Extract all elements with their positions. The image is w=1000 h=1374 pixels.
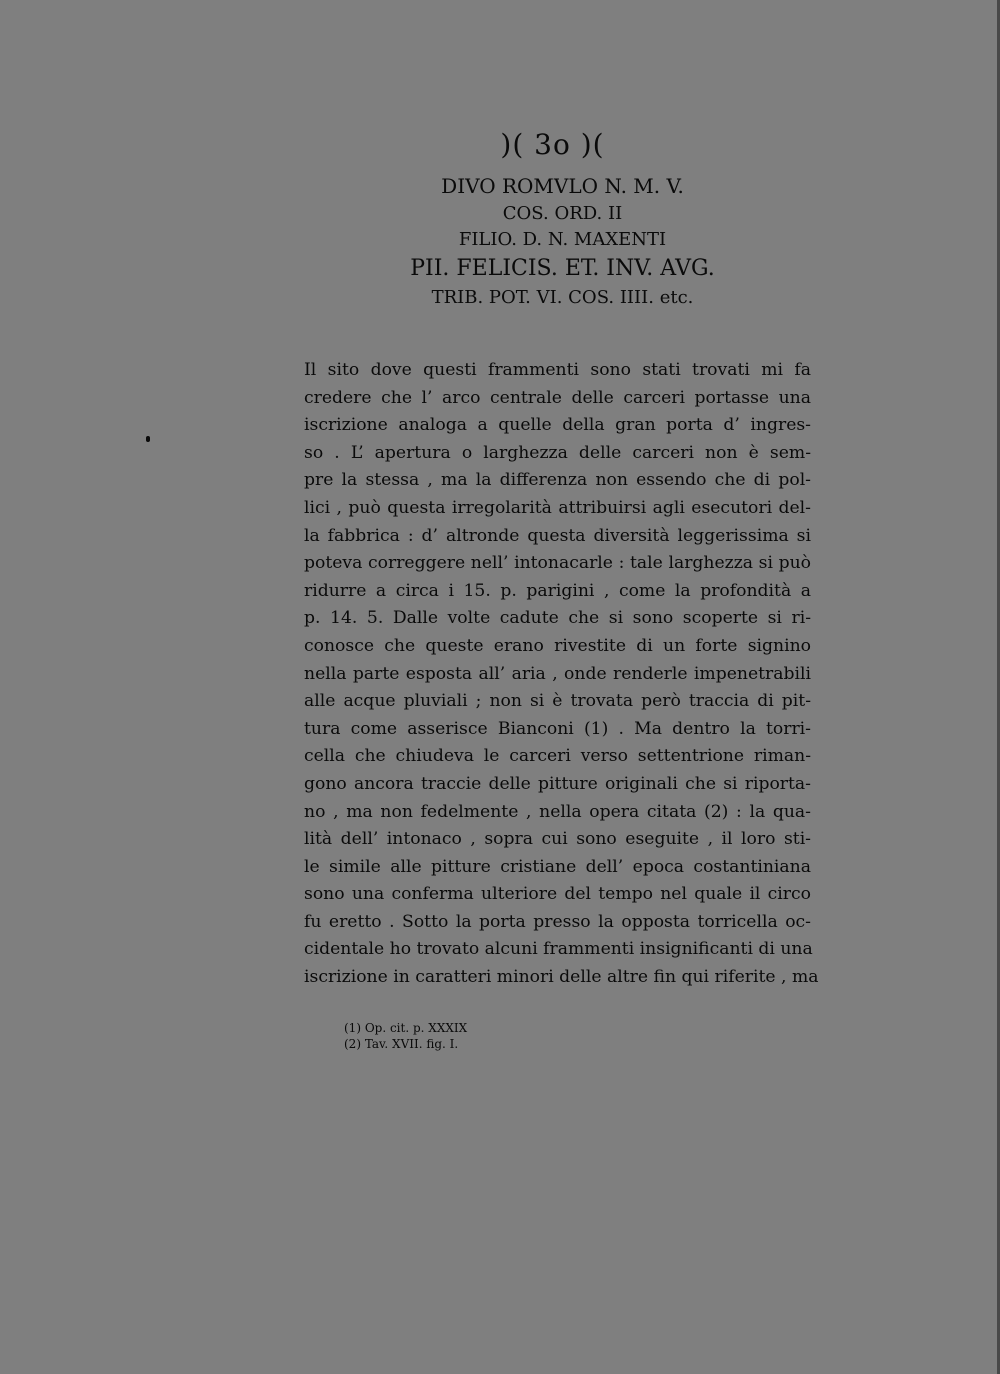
text-line: alle acque pluviali ; non si è trovata però traccia di pit-	[304, 691, 811, 712]
text-line: lità dell’ intonaco , sopra cui sono eseguite , il loro sti-	[304, 829, 811, 850]
text-line: cella che chiudeva le carceri verso settentrione riman-	[304, 746, 811, 767]
text-line: fu eretto . Sotto la porta presso la opposta torricella oc-	[304, 911, 811, 932]
text-line: pre la stessa , ma la differenza non essendo che di pol-	[304, 470, 811, 491]
text-line: sono una conferma ulteriore del tempo nel quale il circo	[304, 884, 811, 905]
text-line: conosce che queste erano rivestite di un forte signino	[304, 635, 811, 656]
text-line: tura come asserisce Bianconi (1) . Ma dentro la torri-	[304, 718, 811, 739]
text-line: so . L’ apertura o larghezza delle carceri non è sem-	[304, 442, 811, 463]
inscription-line: PII. FELICIS. ET. INV. AVG.	[410, 256, 715, 282]
ink-speck	[146, 436, 150, 442]
inscription-line: FILIO. D. N. MAXENTI	[458, 229, 667, 251]
footnote: (1) Op. cit. p. XXXIX	[344, 1021, 468, 1035]
footnote: (2) Tav. XVII. fig. I.	[344, 1037, 459, 1051]
text-line: nella parte esposta all’ aria , onde renderle impenetrabili	[304, 663, 811, 684]
text-line: gono ancora traccie delle pitture originali che si riporta-	[304, 773, 811, 794]
body-text	[304, 357, 819, 992]
text-line: no , ma non fedelmente , nella opera citata (2) : la qua-	[304, 801, 811, 822]
text-line: iscrizione analoga a quelle della gran porta d’ ingres-	[304, 415, 811, 436]
text-line: poteva correggere nell’ intonacarle : tale larghezza si può	[304, 553, 811, 574]
inscription-line: TRIB. POT. VI. COS. IIII. etc.	[431, 287, 694, 309]
text-line: cidentale ho trovato alcuni frammenti insignificanti di una	[304, 939, 813, 960]
text-line: credere che l’ arco centrale delle carceri portasse una	[304, 387, 811, 408]
text-line: lici , può questa irregolarità attribuirsi agli esecutori del-	[304, 497, 811, 518]
text-line: p. 14. 5. Dalle volte cadute che si sono scoperte si ri-	[304, 608, 811, 629]
text-line: le simile alle pitture cristiane dell’ epoca costantiniana	[304, 856, 811, 877]
text-line: la fabbrica : d’ altronde questa diversità leggerissima si	[304, 525, 811, 546]
inscription-line: COS. ORD. II	[502, 203, 623, 224]
inscription-line: DIVO ROMVLO N. M. V.	[441, 174, 684, 198]
footnotes	[344, 1020, 467, 1052]
text-line: Il sito dove questi frammenti sono stati trovati mi fa	[304, 360, 811, 380]
text-line: iscrizione in caratteri minori delle altre fin qui riferite , ma	[304, 967, 819, 988]
inscription	[0, 172, 1000, 311]
text-line: ridurre a circa i 15. p. parigini , come la profondità a	[304, 580, 811, 601]
page-number: )( 3o )(	[500, 128, 605, 161]
